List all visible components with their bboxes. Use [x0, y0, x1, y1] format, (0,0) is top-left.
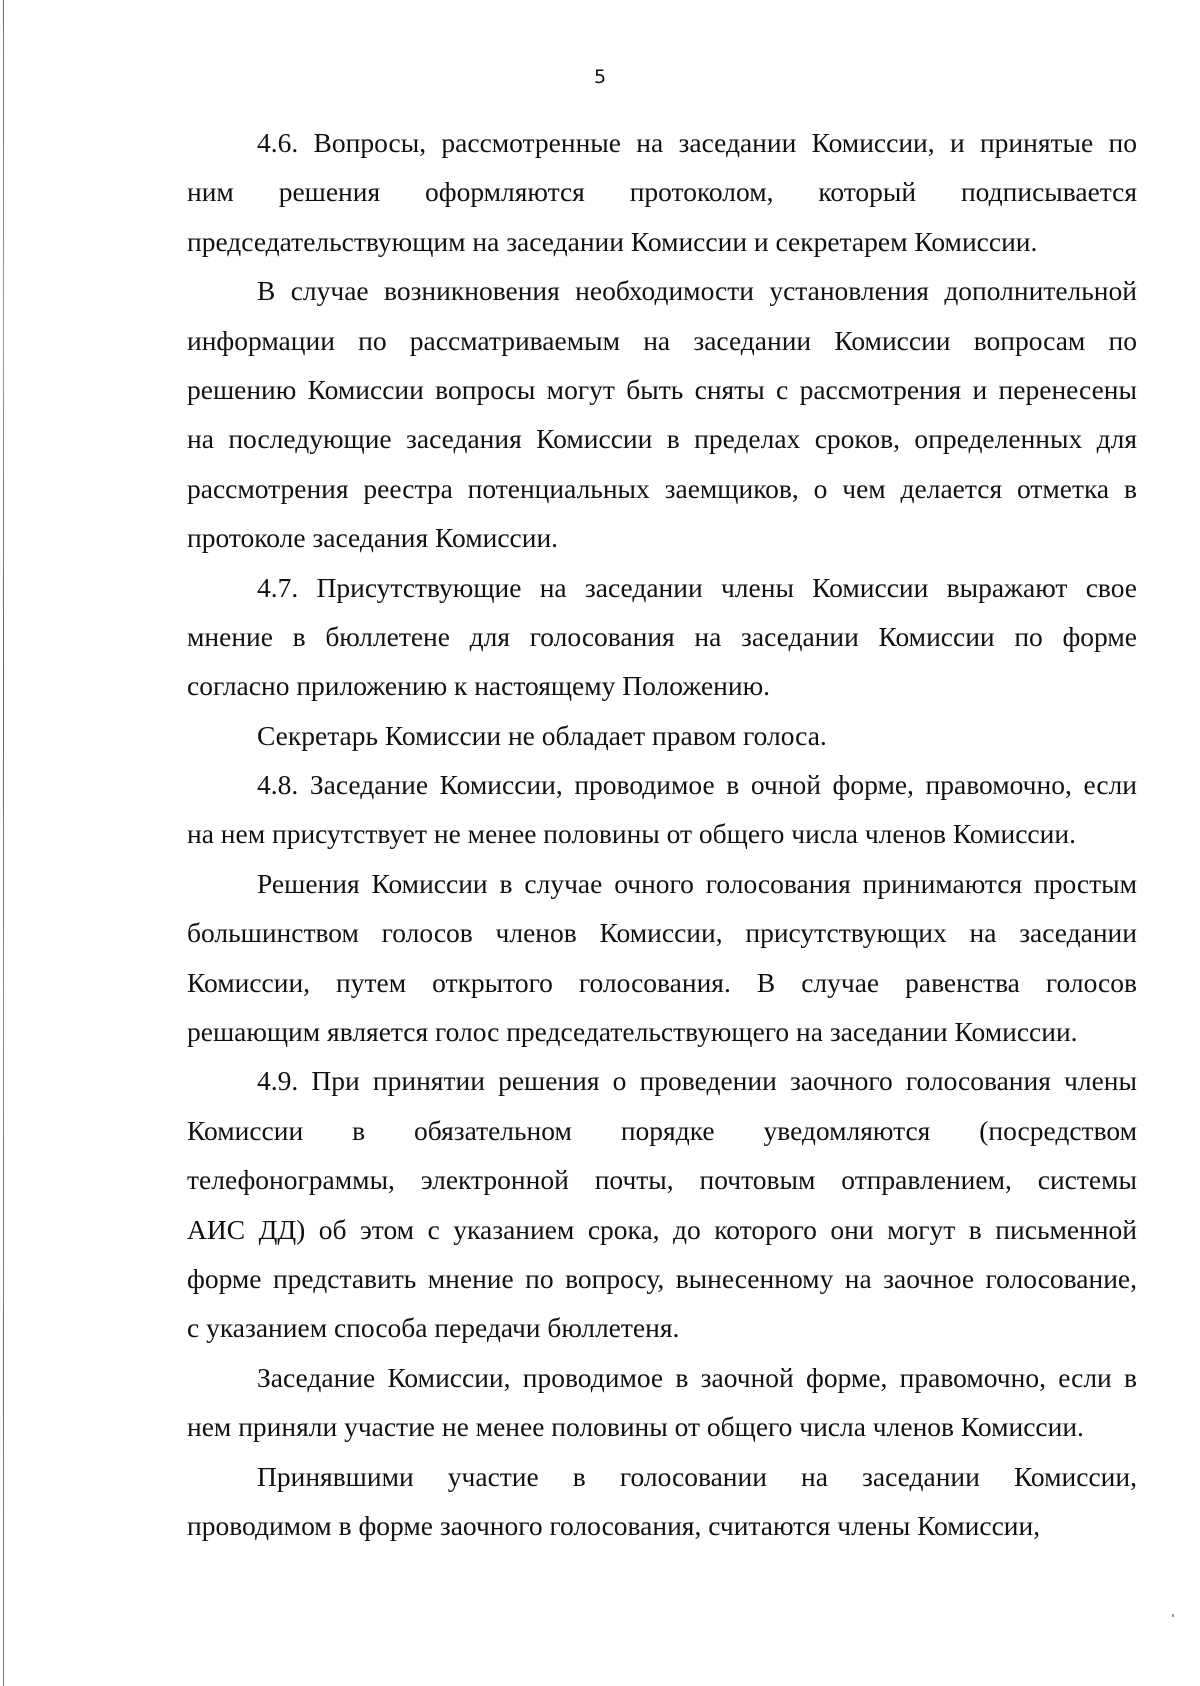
text-line: с указанием способа передачи бюллетеня. [187, 1312, 680, 1344]
document-body [187, 118, 1137, 1550]
text-line: 4.8. Заседание Комиссии, проводимое в очной форме, правомочно, если [257, 769, 1137, 801]
scan-speck [1172, 1614, 1174, 1617]
text-line: проводимом в форме заочного голосования, считаются члены Комиссии, [187, 1509, 1041, 1541]
text-line: на последующие заседания Комиссии в пределах сроков, определенных для [187, 423, 1137, 455]
text-line: нем приняли участие не менее половины от общего числа членов Комиссии. [187, 1411, 1084, 1443]
text-line: 4.6. Вопросы, рассмотренные на заседании Комиссии, и принятые по [257, 127, 1137, 158]
page-number: 5 [593, 66, 607, 88]
text-line: на нем присутствует не менее половины от общего числа членов Комиссии. [187, 818, 1076, 850]
paragraph [187, 118, 1137, 266]
text-line: большинством голосов членов Комиссии, присутствующих на заседании [187, 917, 1137, 949]
text-line: председательствующим на заседании Комиссии и секретарем Комиссии. [187, 225, 1038, 257]
text-line: согласно приложению к настоящему Положению. [187, 670, 771, 702]
text-line: мнение в бюллетене для голосования на заседании Комиссии по форме [187, 620, 1137, 652]
text-line: рассмотрения реестра потенциальных заемщиков, о чем делается отметка в [187, 472, 1137, 504]
scan-edge-line [3, 0, 4, 1686]
text-line: Принявшими участие в голосовании на заседании Комиссии, [257, 1460, 1137, 1492]
text-line: ним решения оформляются протоколом, который подписывается [187, 176, 1137, 208]
paragraph [187, 1353, 1137, 1452]
text-line: решающим является голос председательствующего на заседании Комиссии. [187, 1016, 1078, 1048]
text-line: 4.7. Присутствующие на заседании члены Комиссии выражают свое [257, 571, 1137, 603]
text-line: Секретарь Комиссии не обладает правом голоса. [257, 719, 827, 751]
paragraph [187, 1452, 1137, 1551]
text-line: решению Комиссии вопросы могут быть сняты с рассмотрения и перенесены [187, 373, 1137, 405]
paragraph [187, 760, 1137, 859]
text-line: 4.9. При принятии решения о проведении заочного голосования члены [257, 1065, 1137, 1097]
text-line: информации по рассматриваемым на заседании Комиссии вопросам по [187, 324, 1137, 356]
paragraph [187, 859, 1137, 1057]
text-line: протоколе заседания Комиссии. [187, 522, 559, 554]
text-line: телефонограммы, электронной почты, почтовым отправлением, системы [187, 1164, 1137, 1196]
paragraph [187, 1056, 1137, 1352]
text-line: форме представить мнение по вопросу, вынесенному на заочное голосование, [187, 1262, 1137, 1294]
text-line: В случае возникновения необходимости установления дополнительной [257, 275, 1137, 307]
text-line: Комиссии в обязательном порядке уведомляются (посредством [187, 1114, 1137, 1146]
text-line: Заседание Комиссии, проводимое в заочной форме, правомочно, если в [257, 1361, 1137, 1393]
text-line: АИС ДД) об этом с указанием срока, до которого они могут в письменной [187, 1213, 1137, 1245]
paragraph [187, 563, 1137, 711]
text-line: Комиссии, путем открытого голосования. В случае равенства голосов [187, 966, 1137, 998]
text-line: Решения Комиссии в случае очного голосования принимаются простым [257, 867, 1137, 899]
paragraph [187, 266, 1137, 562]
paragraph [187, 711, 1137, 760]
